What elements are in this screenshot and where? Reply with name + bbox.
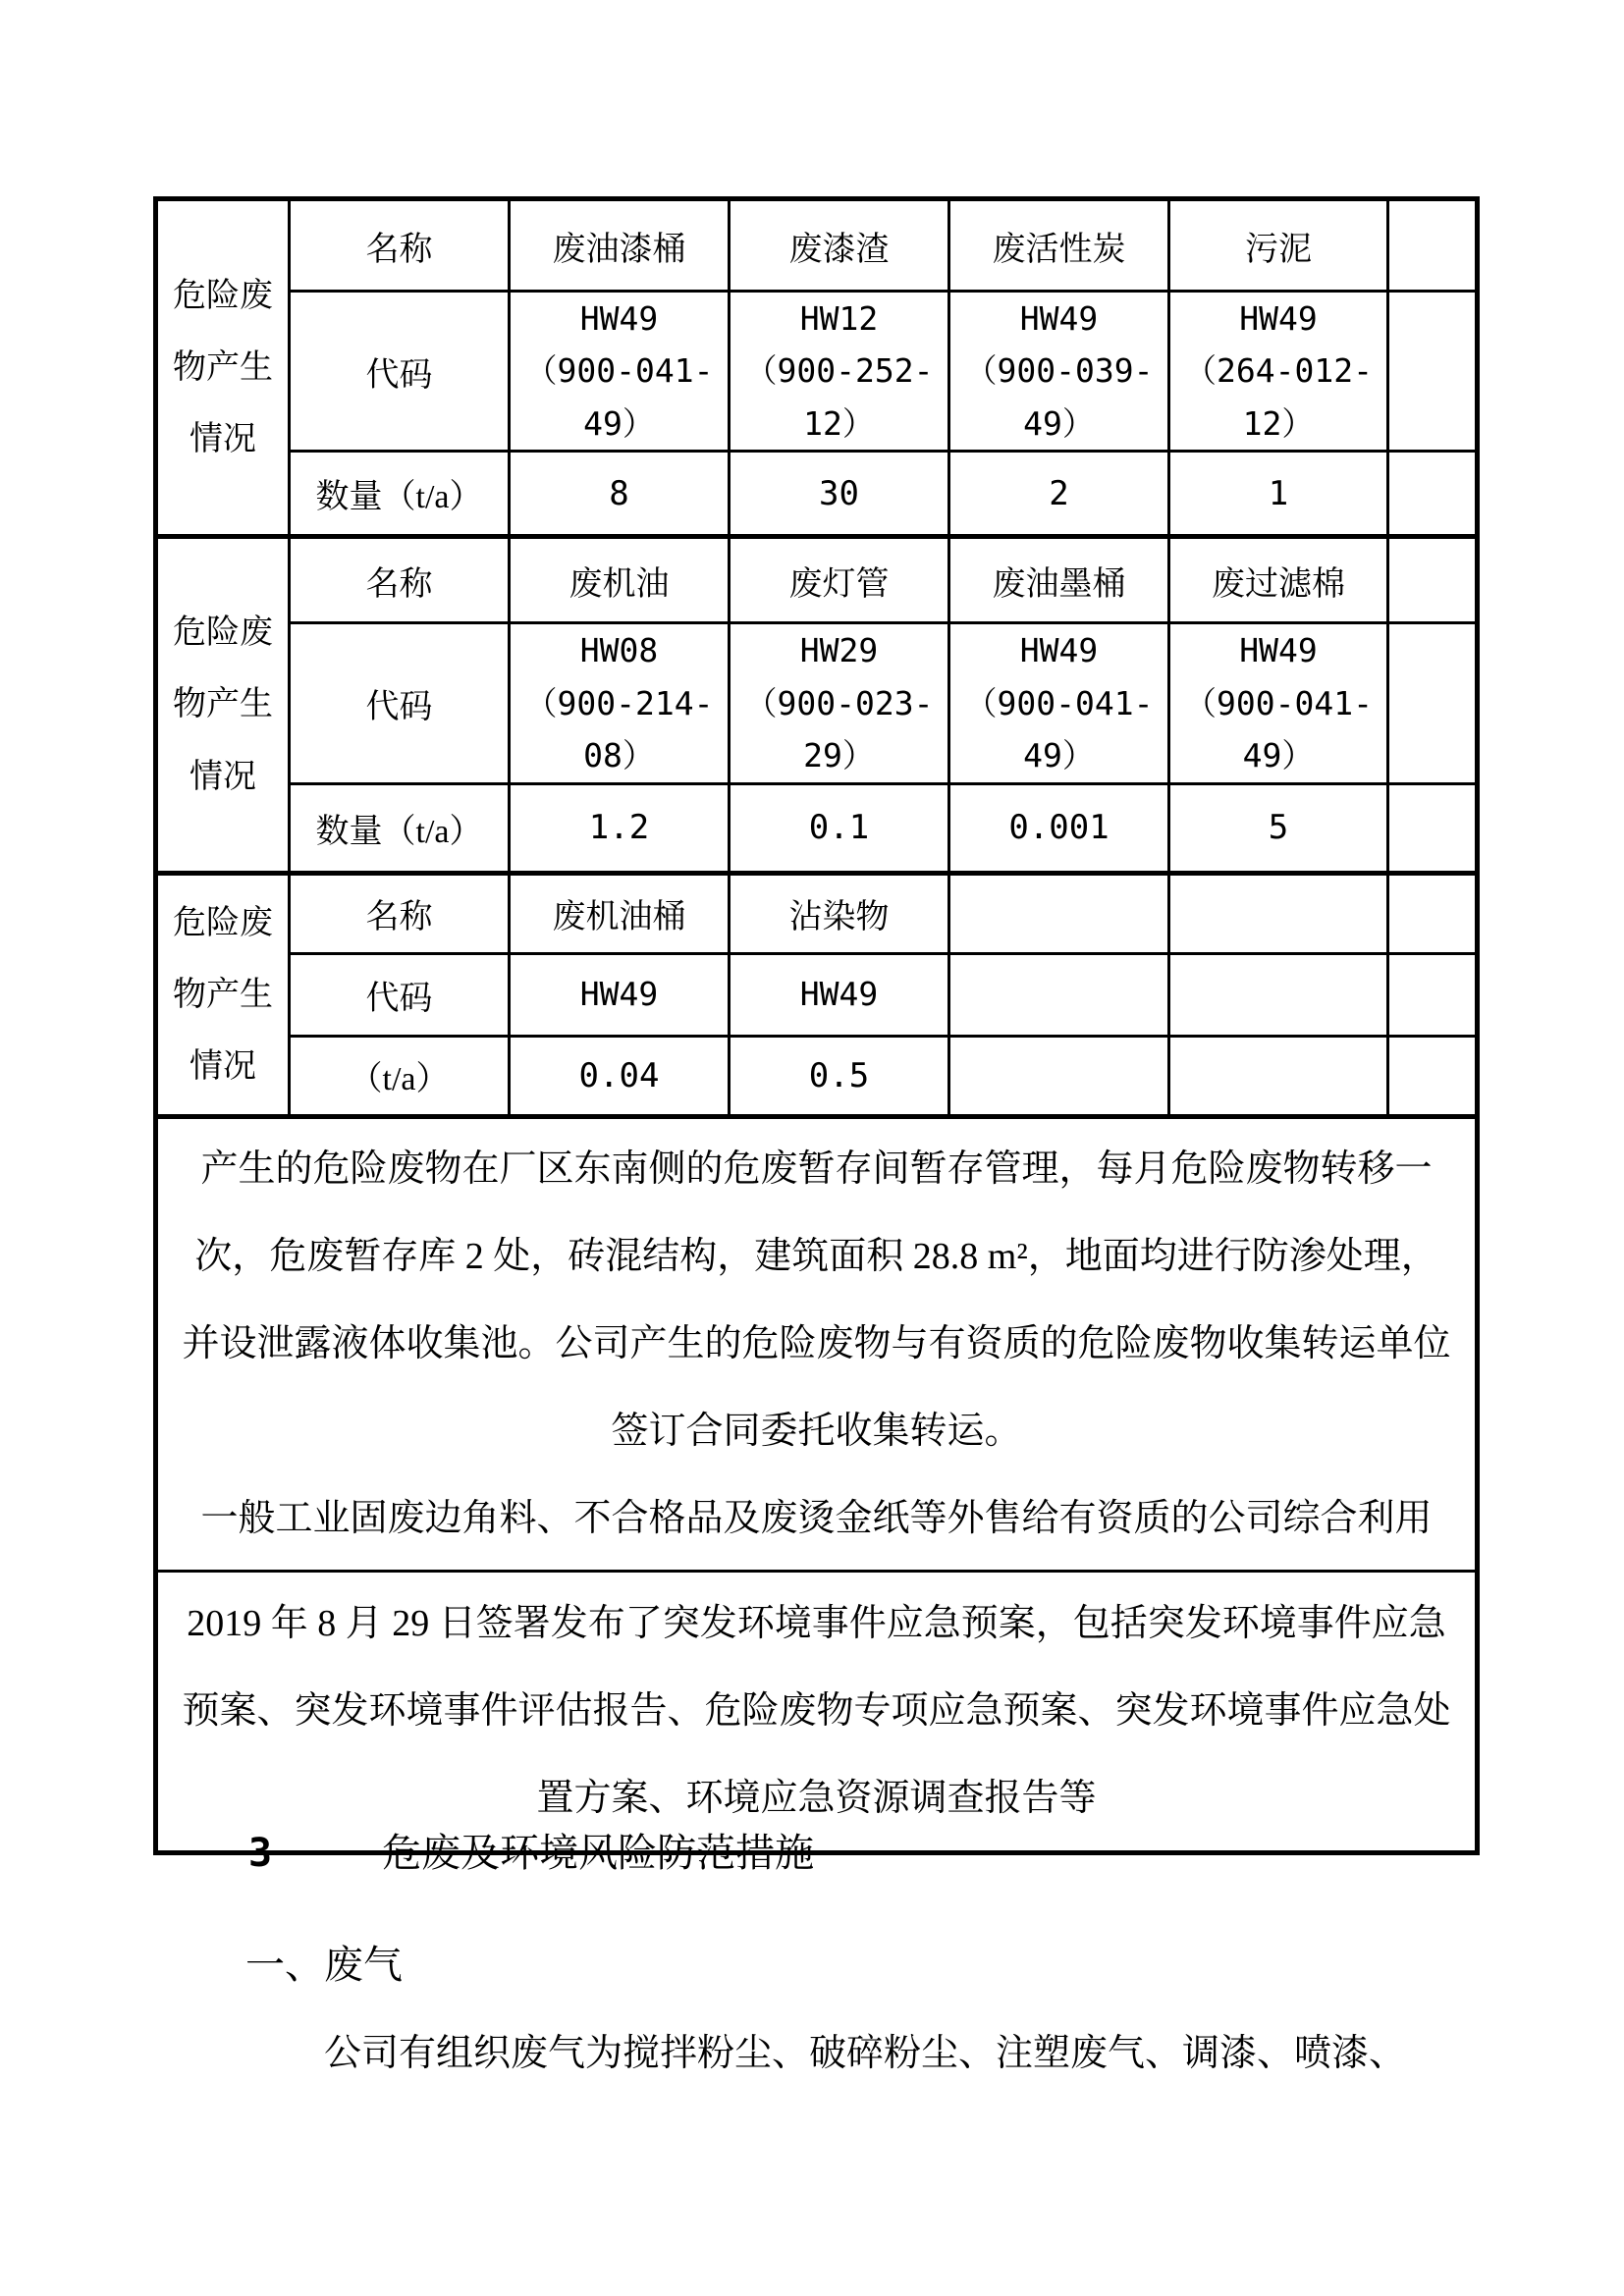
hw-code-detail: （900-039-49） bbox=[964, 351, 1154, 443]
hw-code-detail: （264-012-12） bbox=[1184, 351, 1373, 443]
name-value-cell bbox=[949, 873, 1169, 953]
storage-note-line: 一般工业固废边角料、不合格品及废烫金纸等外售给有资质的公司综合利用 bbox=[200, 1497, 1433, 1539]
table-row bbox=[156, 783, 1478, 873]
hw-code: HW49 bbox=[579, 299, 659, 338]
section-number: 3 bbox=[248, 1831, 273, 1876]
code-label-cell: 代码 bbox=[290, 623, 510, 783]
qty-value-cell: 0.04 bbox=[510, 1036, 730, 1116]
row-header-line: 危险废 bbox=[173, 614, 273, 652]
hw-code: HW49 bbox=[1019, 299, 1099, 338]
table-row bbox=[156, 199, 1478, 292]
code-value-cell bbox=[1169, 953, 1388, 1036]
qty-value-cell bbox=[1169, 1036, 1388, 1116]
name-value-cell: 沾染物 bbox=[730, 873, 949, 953]
storage-note-line: 产生的危险废物在厂区东南侧的危废暂存间暂存管理，每月危险废物转移一 bbox=[200, 1148, 1433, 1190]
qty-value-cell: 0.001 bbox=[949, 783, 1169, 873]
qty-label-cell: 数量（t/a） bbox=[290, 783, 510, 873]
name-value-cell: 污泥 bbox=[1169, 199, 1388, 292]
row-header-line: 物产生 bbox=[173, 976, 273, 1013]
code-value-cell bbox=[510, 623, 730, 783]
hazardous-waste-table bbox=[153, 196, 1480, 1855]
hw-code: HW08 bbox=[579, 631, 659, 670]
name-value-cell bbox=[1169, 873, 1388, 953]
row-header-line: 危险废 bbox=[173, 278, 273, 315]
code-value-cell bbox=[510, 292, 730, 452]
name-value-cell: 废灯管 bbox=[730, 537, 949, 623]
emergency-plan-line: 预案、突发环境事件评估报告、危险废物专项应急预案、突发环境事件应急处 bbox=[182, 1689, 1451, 1732]
hw-code: HW12 bbox=[799, 299, 879, 338]
table-row bbox=[156, 1571, 1478, 1852]
code-value-cell bbox=[1388, 292, 1478, 452]
name-value-cell bbox=[1388, 537, 1478, 623]
table-row bbox=[156, 1116, 1478, 1571]
hw-code: HW49 bbox=[1239, 299, 1318, 338]
row-header-line: 物产生 bbox=[173, 686, 273, 723]
code-value-cell bbox=[1388, 623, 1478, 783]
row-header-cell bbox=[156, 199, 290, 537]
qty-value-cell: 0.1 bbox=[730, 783, 949, 873]
code-label-cell: 代码 bbox=[290, 953, 510, 1036]
section-heading bbox=[248, 1822, 814, 1878]
name-value-cell: 废过滤棉 bbox=[1169, 537, 1388, 623]
row-header-line: 情况 bbox=[189, 1047, 256, 1085]
hw-code: HW49 bbox=[1239, 631, 1318, 670]
code-value-cell bbox=[730, 953, 949, 1036]
code-value-cell bbox=[730, 623, 949, 783]
emergency-plan-line: 2019 年 8 月 29 日签署发布了突发环境事件应急预案，包括突发环境事件应急 bbox=[187, 1602, 1446, 1644]
table-row bbox=[156, 623, 1478, 783]
name-value-cell bbox=[1388, 873, 1478, 953]
row-header-line: 物产生 bbox=[173, 349, 273, 387]
table-row bbox=[156, 1036, 1478, 1116]
table-row bbox=[156, 537, 1478, 623]
qty-value-cell: 1 bbox=[1169, 452, 1388, 537]
hw-code: HW49 bbox=[799, 975, 879, 1014]
name-label-cell: 名称 bbox=[290, 873, 510, 953]
qty-value-cell bbox=[1388, 452, 1478, 537]
name-value-cell: 废机油桶 bbox=[510, 873, 730, 953]
table-row bbox=[156, 953, 1478, 1036]
emergency-plan-line: 置方案、环境应急资源调查报告等 bbox=[536, 1777, 1097, 1819]
table-row bbox=[156, 452, 1478, 537]
hw-code-detail: （900-252-12） bbox=[744, 351, 934, 443]
qty-label-cell: （t/a） bbox=[290, 1036, 510, 1116]
qty-value-cell: 2 bbox=[949, 452, 1169, 537]
name-value-cell: 废活性炭 bbox=[949, 199, 1169, 292]
row-header-line: 危险废 bbox=[173, 904, 273, 941]
storage-note-line: 签订合同委托收集转运。 bbox=[611, 1410, 1022, 1452]
name-label-cell: 名称 bbox=[290, 537, 510, 623]
row-header-line: 情况 bbox=[189, 758, 256, 795]
hw-code-detail: （900-214-08） bbox=[524, 683, 714, 775]
row-header-line: 情况 bbox=[189, 421, 256, 458]
storage-note-line: 并设泄露液体收集池。公司产生的危险废物与有资质的危险废物收集转运单位 bbox=[182, 1322, 1451, 1364]
code-value-cell bbox=[949, 953, 1169, 1036]
section-title: 危废及环境风险防范措施 bbox=[382, 1831, 815, 1875]
code-value-cell bbox=[510, 953, 730, 1036]
hw-code-detail: （900-023-29） bbox=[744, 683, 934, 775]
row-header-cell bbox=[156, 873, 290, 1116]
hw-code: HW49 bbox=[1019, 631, 1099, 670]
code-value-cell bbox=[1388, 953, 1478, 1036]
name-label-cell: 名称 bbox=[290, 199, 510, 292]
emergency-plan-cell bbox=[156, 1571, 1478, 1852]
qty-value-cell: 5 bbox=[1169, 783, 1388, 873]
qty-value-cell: 1.2 bbox=[510, 783, 730, 873]
name-value-cell: 废漆渣 bbox=[730, 199, 949, 292]
qty-value-cell bbox=[949, 1036, 1169, 1116]
qty-value-cell bbox=[1388, 1036, 1478, 1116]
code-value-cell bbox=[1169, 292, 1388, 452]
code-value-cell bbox=[1169, 623, 1388, 783]
table-row bbox=[156, 873, 1478, 953]
code-value-cell bbox=[949, 623, 1169, 783]
code-value-cell bbox=[949, 292, 1169, 452]
hw-code-detail: （900-041-49） bbox=[524, 351, 714, 443]
qty-value-cell: 0.5 bbox=[730, 1036, 949, 1116]
body-paragraph: 公司有组织废气为搅拌粉尘、破碎粉尘、注塑废气、调漆、喷漆、 bbox=[324, 2033, 1407, 2074]
hw-code: HW49 bbox=[579, 975, 659, 1014]
name-value-cell: 废油漆桶 bbox=[510, 199, 730, 292]
storage-note-cell bbox=[156, 1116, 1478, 1571]
code-value-cell bbox=[730, 292, 949, 452]
subsection-heading: 一、废气 bbox=[245, 1943, 403, 1987]
hw-code: HW29 bbox=[799, 631, 879, 670]
name-value-cell: 废机油 bbox=[510, 537, 730, 623]
table-row bbox=[156, 292, 1478, 452]
storage-note-line: 次，危废暂存库 2 处，砖混结构，建筑面积 28.8 m²，地面均进行防渗处理， bbox=[194, 1235, 1438, 1277]
qty-value-cell bbox=[1388, 783, 1478, 873]
qty-value-cell: 8 bbox=[510, 452, 730, 537]
row-header-cell bbox=[156, 537, 290, 873]
code-label-cell: 代码 bbox=[290, 292, 510, 452]
qty-value-cell: 30 bbox=[730, 452, 949, 537]
hw-code-detail: （900-041-49） bbox=[964, 683, 1154, 775]
hw-code-detail: （900-041-49） bbox=[1184, 683, 1373, 775]
qty-label-cell: 数量（t/a） bbox=[290, 452, 510, 537]
name-value-cell bbox=[1388, 199, 1478, 292]
name-value-cell: 废油墨桶 bbox=[949, 537, 1169, 623]
